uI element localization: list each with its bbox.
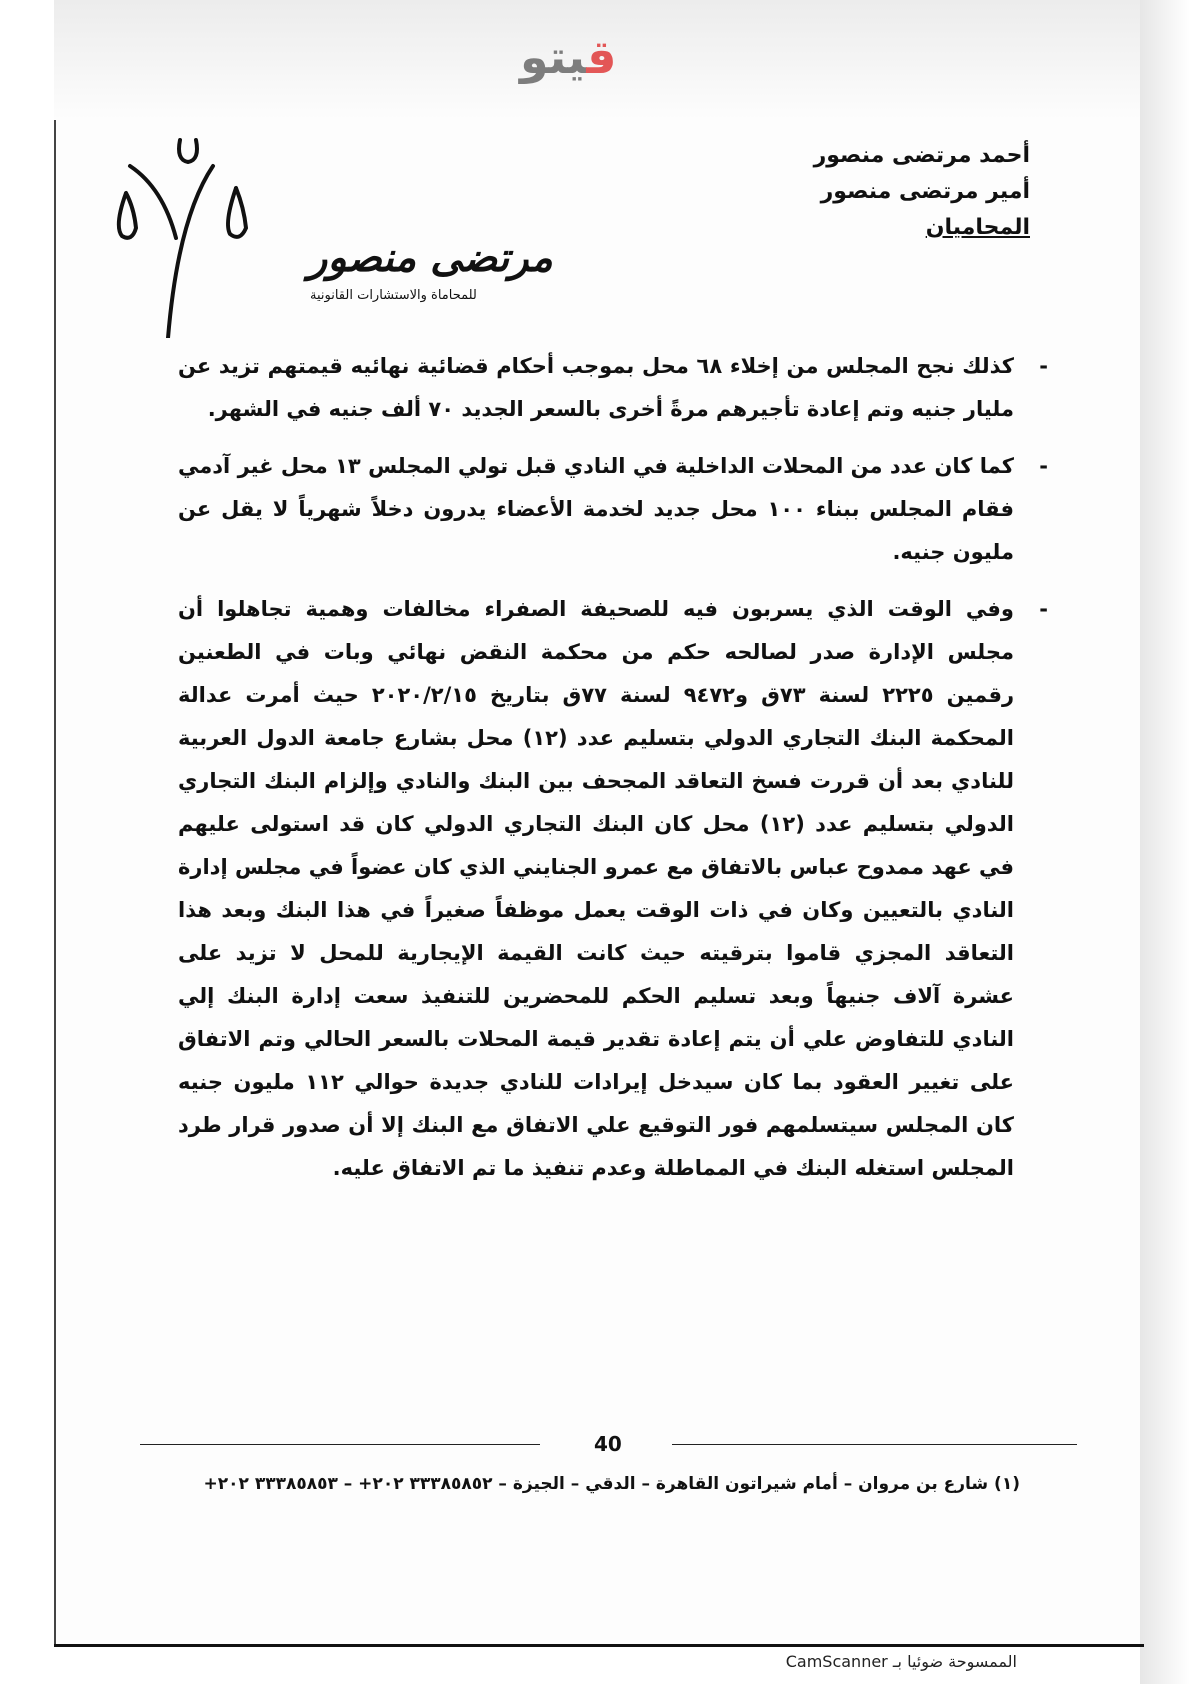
scanner-note: الممسوحة ضوئيا بـ CamScanner <box>785 1652 1017 1671</box>
bullet-dash: - <box>1039 354 1048 378</box>
firm-logo <box>108 138 553 338</box>
list-item <box>178 588 1048 1190</box>
paragraph-text: كما كان عدد من المحلات الداخلية في النادي قبل تولي المجلس ١٣ محل غير آدمي فقام المجلس ببناء ١٠٠ محل جديد لخدمة الأعضاء يدرون دخلاً شهرياً لا يقل عن مليون جنيه. <box>178 454 1014 564</box>
scan-bottom-edge <box>54 1644 1144 1647</box>
footer-address: (١) شارع بن مروان – أمام شيراتون القاهرة – الدقي – الجيزة – ٣٣٣٨٥٨٥٢ ٢٠٢+ – ٣٣٣٨٥٨٥٣ ٢٠٢+ <box>203 1474 1020 1494</box>
scan-edge <box>1140 0 1190 1684</box>
lawyer-name: أمير مرتضى منصور <box>820 179 1030 204</box>
list-item <box>178 345 1048 431</box>
list-item <box>178 445 1048 574</box>
watermark: قيتو <box>520 30 617 84</box>
footer-rule-left <box>140 1444 540 1445</box>
paragraph-text: كذلك نجح المجلس من إخلاء ٦٨ محل بموجب أحكام قضائية نهائيه قيمتهم تزيد عن مليار جنيه وتم إعادة تأجيرهم مرةً أخرى بالسعر الجديد ٧٠ ألف جنيه في الشهر. <box>178 354 1014 421</box>
bullet-dash: - <box>1039 454 1048 478</box>
paragraph-text: وفي الوقت الذي يسربون فيه للصحيفة الصفراء مخالفات وهمية تجاهلوا أن مجلس الإدارة صدر لصالحه حكم من محكمة النقض نهائي وبات في الطعنين رقمين ٢٢٢٥ لسنة ٧٣ق و٩٤٧٢ لسنة ٧٧ق بتاريخ ٢٠٢٠/٢/١٥ حيث أمرت عدالة المحكمة البنك التجاري الدولي بتسليم عدد (١٢) محل بشارع جامعة الدول العربية للنادي بعد أن قررت فسخ التعاقد المجحف بين البنك والنادي وإلزام البنك التجاري الدولي بتسليم عدد (١٢) محل كان البنك التجاري الدولي كان قد استولى عليهم في عهد ممدوح عباس بالاتفاق مع عمرو الجنايني الذي كان عضواً في مجلس إدارة النادي بالتعيين وكان في ذات الوقت يعمل موظفاً صغيراً في هذا البنك وبعد هذا التعاقد المجزي قاموا بترقيته حيث كانت القيمة الإيجارية للمحل لا تزيد على عشرة آلاف جنيهاً وبعد تسليم الحكم للمحضرين للتنفيذ سعت إدارة البنك إلي النادي للتفاوض علي أن يتم إعادة تقدير قيمة المحلات بالسعر الحالي وتم الاتفاق على تغيير العقود بما كان سيدخل إيرادات للنادي جديدة حوالي ١١٢ مليون جنيه كان المجلس سيتسلمهم فور التوقيع علي الاتفاق مع البنك إلا أن صدور قرار طرد المجلس استغله البنك في المماطلة وعدم تنفيذ ما تم الاتفاق عليه. <box>178 597 1015 1180</box>
logo-name: مرتضى منصور <box>308 235 553 281</box>
page-number: 40 <box>590 1432 626 1456</box>
bullet-dash: - <box>1039 597 1048 621</box>
letterhead-title: المحاميان <box>925 215 1030 240</box>
lawyer-name: أحمد مرتضى منصور <box>813 143 1030 168</box>
footer-rule-right <box>672 1444 1077 1445</box>
document-body <box>178 345 1048 1204</box>
letterhead-names <box>814 138 1030 246</box>
logo-subtitle: للمحاماة والاستشارات القانونية <box>310 288 477 303</box>
